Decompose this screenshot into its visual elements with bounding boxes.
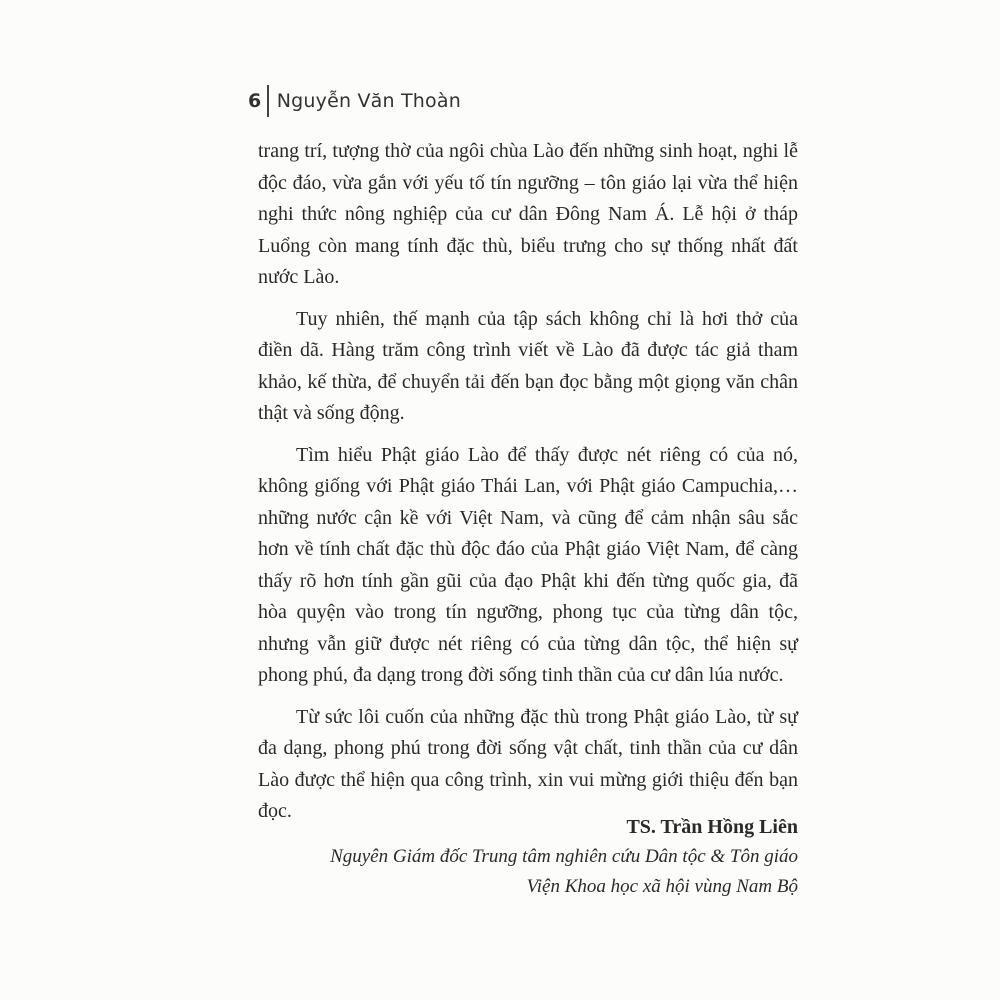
signature-name: TS. Trần Hồng Liên: [626, 816, 798, 838]
signature-title-1: Nguyên Giám đốc Trung tâm nghiên cứu Dân tộc & Tôn giáo: [330, 846, 798, 867]
signature-block: [258, 812, 798, 902]
page-number: 6: [248, 90, 262, 112]
header-divider: [267, 85, 269, 117]
paragraph: Tuy nhiên, thế mạnh của tập sách không chỉ là hơi thở của điền dã. Hàng trăm công trình viết về Lào đã được tác giả tham khảo, kế thừa, để chuyển tải đến bạn đọc bằng một giọng văn chân thật và sống động.: [258, 307, 798, 424]
header-author: Nguyễn Văn Thoàn: [276, 90, 461, 112]
paragraph-continued: trang trí, tượng thờ của ngôi chùa Lào đến những sinh hoạt, nghi lễ độc đáo, vừa gắn với yếu tố tín ngưỡng – tôn giáo lại vừa thể hiện nghi thức nông nghiệp của cư dân Đông Nam Á. Lễ hội ở tháp Luổng còn mang tính đặc thù, biểu trưng cho sự thống nhất đất nước Lào.: [258, 140, 798, 288]
paragraph: Tìm hiểu Phật giáo Lào để thấy được nét riêng có của nó, không giống với Phật giáo Thái Lan, với Phật giáo Campuchia,… những nước cận kề với Việt Nam, và cũng để cảm nhận sâu sắc hơn về tính chất đặc thù độc đáo của Phật giáo Việt Nam, để càng thấy rõ hơn tính gần gũi của đạo Phật khi đến từng quốc gia, đã hòa quyện vào trong tín ngưỡng, phong tục của từng dân tộc, nhưng vẫn giữ được nét riêng có của từng dân tộc, thể hiện sự phong phú, đa dạng trong đời sống tinh thần của cư dân lúa nước.: [258, 443, 798, 686]
body-text: [258, 136, 798, 838]
signature-title-2: Viện Khoa học xã hội vùng Nam Bộ: [526, 876, 798, 897]
paragraph: Từ sức lôi cuốn của những đặc thù trong Phật giáo Lào, từ sự đa dạng, phong phú trong đời sống vật chất, tinh thần của cư dân Lào được thể hiện qua công trình, xin vui mừng giới thiệu đến bạn đọc.: [258, 705, 798, 822]
running-header: [248, 84, 461, 118]
